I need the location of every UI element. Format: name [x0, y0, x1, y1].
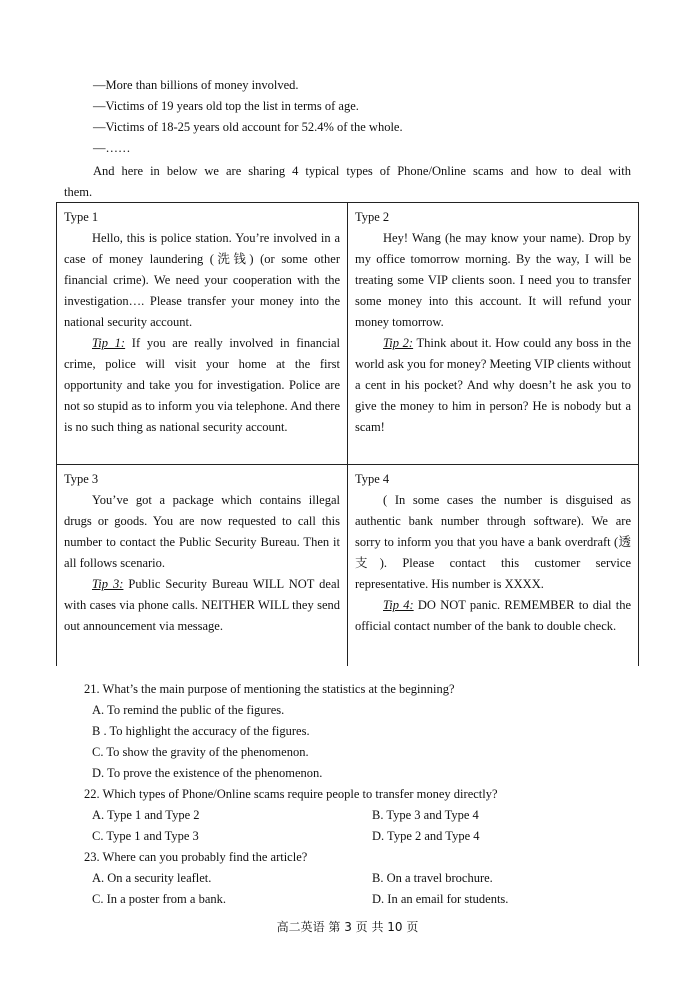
lead-paragraph: [64, 161, 631, 203]
tip-label: Tip 1:: [92, 336, 126, 350]
tip-label: Tip 2:: [383, 336, 414, 350]
type-cell-4: [348, 465, 639, 667]
tip-text: If you are really involved in financial crime, police will visit your home at the first opportunity and take you for investigation. Police are not so stupid as to inform you via telephone. And there is no such thing as national security account.: [64, 336, 340, 434]
intro-line-1: —More than billions of money involved.: [93, 78, 299, 92]
scam-types-table: [56, 202, 639, 666]
q22-option-a: A. Type 1 and Type 2: [92, 808, 200, 822]
page-footer: 高二英语 第 3 页 共 10 页: [276, 920, 419, 934]
type-body: Hey! Wang (he may know your name). Drop by my office tomorrow morning. By the way, I will be treating some VIP clients soon. I need you to transfer some money into this account. It will refund your money tomorrow.: [355, 231, 631, 329]
q23-option-a: A. On a security leaflet.: [92, 871, 212, 885]
type-title: Type 1: [64, 210, 99, 224]
lead-line-1: And here in below we are sharing 4 typical types of Phone/Online scams and how to deal with: [93, 164, 631, 178]
q22-option-b: B. Type 3 and Type 4: [372, 808, 479, 822]
q23-option-d: D. In an email for students.: [372, 892, 509, 906]
tip-text: Think about it. How could any boss in the world ask you for money? Meeting VIP clients without a cent in his pocket? And why doesn’t he ask you to give the money to him in person? He is nobody but a scam!: [355, 336, 631, 434]
q21-option-d: D. To prove the existence of the phenomenon.: [92, 766, 323, 780]
type-title: Type 2: [355, 210, 390, 224]
type-cell-2: [348, 203, 639, 465]
q21-option-c: C. To show the gravity of the phenomenon.: [92, 745, 309, 759]
type-title: Type 4: [355, 472, 390, 486]
intro-line-3: —Victims of 18-25 years old account for 52.4% of the whole.: [93, 120, 403, 134]
q21-option-b: B . To highlight the accuracy of the figures.: [92, 724, 310, 738]
q21-option-a: A. To remind the public of the figures.: [92, 703, 285, 717]
intro-line-2: —Victims of 19 years old top the list in terms of age.: [93, 99, 359, 113]
q22-option-c: C. Type 1 and Type 3: [92, 829, 199, 843]
q22-option-d: D. Type 2 and Type 4: [372, 829, 480, 843]
intro-line-4: —……: [93, 141, 131, 155]
tip-label: Tip 3:: [92, 577, 124, 591]
type-body: You’ve got a package which contains illegal drugs or goods. You are now requested to call this number to contact the Public Security Bureau. Then it all follows scenario.: [64, 493, 340, 570]
type-body: ( In some cases the number is disguised as authentic bank number through software). We are sorry to inform you that you have a bank overdraft (透支). Please contact this customer service representative. His number is XXXX.: [355, 493, 631, 591]
question-23-stem: 23. Where can you probably find the article?: [84, 850, 308, 864]
tip-label: Tip 4:: [383, 598, 414, 612]
tip-text: Public Security Bureau WILL NOT deal with cases via phone calls. NEITHER WILL they send out announcement via message.: [64, 577, 340, 633]
q23-option-c: C. In a poster from a bank.: [92, 892, 226, 906]
type-tip: [355, 333, 631, 438]
type-title: Type 3: [64, 472, 99, 486]
type-tip: [355, 595, 631, 637]
q23-option-b: B. On a travel brochure.: [372, 871, 493, 885]
type-cell-1: [57, 203, 348, 465]
type-body: Hello, this is police station. You’re involved in a case of money laundering (洗钱) (or some other financial crime). We need your cooperation with the investigation…. Please transfer your money into the national security account.: [64, 231, 340, 329]
type-tip: [64, 574, 340, 637]
tip-text: DO NOT panic. REMEMBER to dial the official contact number of the bank to double check.: [355, 598, 631, 633]
question-21-stem: 21. What’s the main purpose of mentioning the statistics at the beginning?: [84, 682, 455, 696]
lead-line-2: them.: [64, 185, 93, 199]
question-22-stem: 22. Which types of Phone/Online scams require people to transfer money directly?: [84, 787, 498, 801]
type-cell-3: [57, 465, 348, 667]
type-tip: [64, 333, 340, 438]
